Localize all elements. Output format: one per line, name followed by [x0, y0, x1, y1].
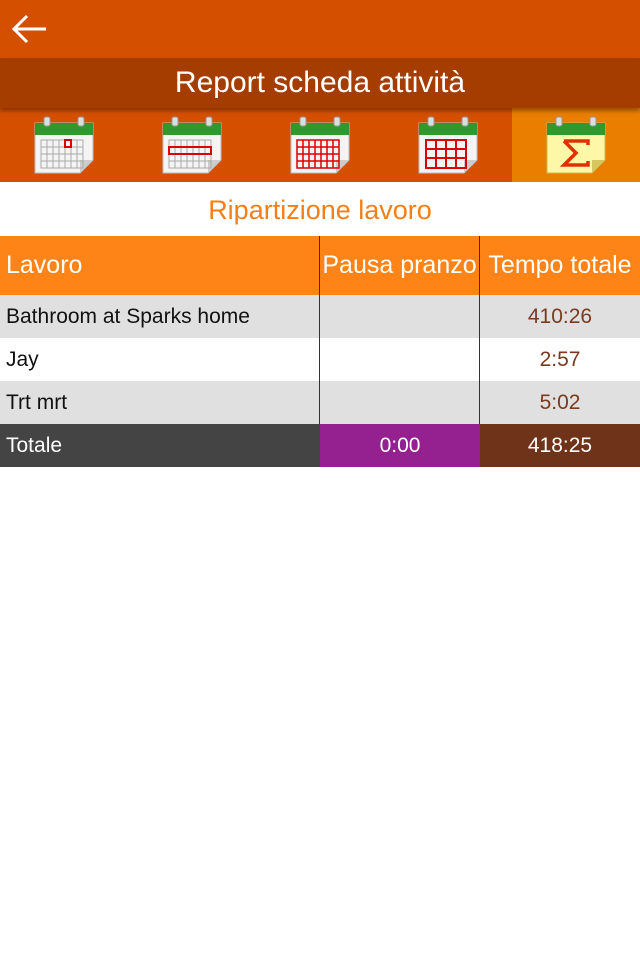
table-header [0, 236, 640, 295]
title-bar [0, 58, 640, 108]
calendar-week-icon [160, 114, 224, 176]
tab-month[interactable] [256, 108, 384, 182]
row-tempo: 5:02 [539, 390, 581, 414]
row-tempo: 410:26 [527, 304, 593, 328]
back-button[interactable] [10, 12, 50, 46]
row-lavoro: Bathroom at Sparks home [0, 295, 320, 338]
tab-week[interactable] [128, 108, 256, 182]
row-pausa [320, 295, 480, 338]
table-row[interactable] [0, 381, 640, 424]
work-breakdown-table [0, 236, 640, 467]
tab-period[interactable] [384, 108, 512, 182]
total-row [0, 424, 640, 467]
total-label: Totale [6, 433, 63, 457]
column-header-tempo: Tempo totale [488, 251, 632, 279]
column-header-pausa: Pausa pranzo [320, 236, 480, 295]
column-header-lavoro: Lavoro [0, 236, 320, 295]
arrow-left-icon [10, 12, 50, 46]
tab-summary[interactable] [512, 108, 640, 182]
row-tempo: 2:57 [539, 347, 581, 371]
page-title: Report scheda attività [174, 66, 466, 99]
row-lavoro: Jay [0, 338, 320, 381]
total-pausa: 0:00 [320, 424, 480, 467]
calendar-grid-icon [416, 114, 480, 176]
table-row[interactable] [0, 295, 640, 338]
row-pausa [320, 338, 480, 381]
calendar-sum-icon [544, 114, 608, 176]
top-app-bar [0, 0, 640, 58]
table-row[interactable] [0, 338, 640, 381]
calendar-month-icon [288, 114, 352, 176]
report-tabs [0, 108, 640, 182]
row-lavoro: Trt mrt [0, 381, 320, 424]
tab-day[interactable] [0, 108, 128, 182]
section-title: Ripartizione lavoro [208, 195, 432, 225]
row-pausa [320, 381, 480, 424]
calendar-day-icon [32, 114, 96, 176]
total-tempo: 418:25 [480, 424, 640, 467]
